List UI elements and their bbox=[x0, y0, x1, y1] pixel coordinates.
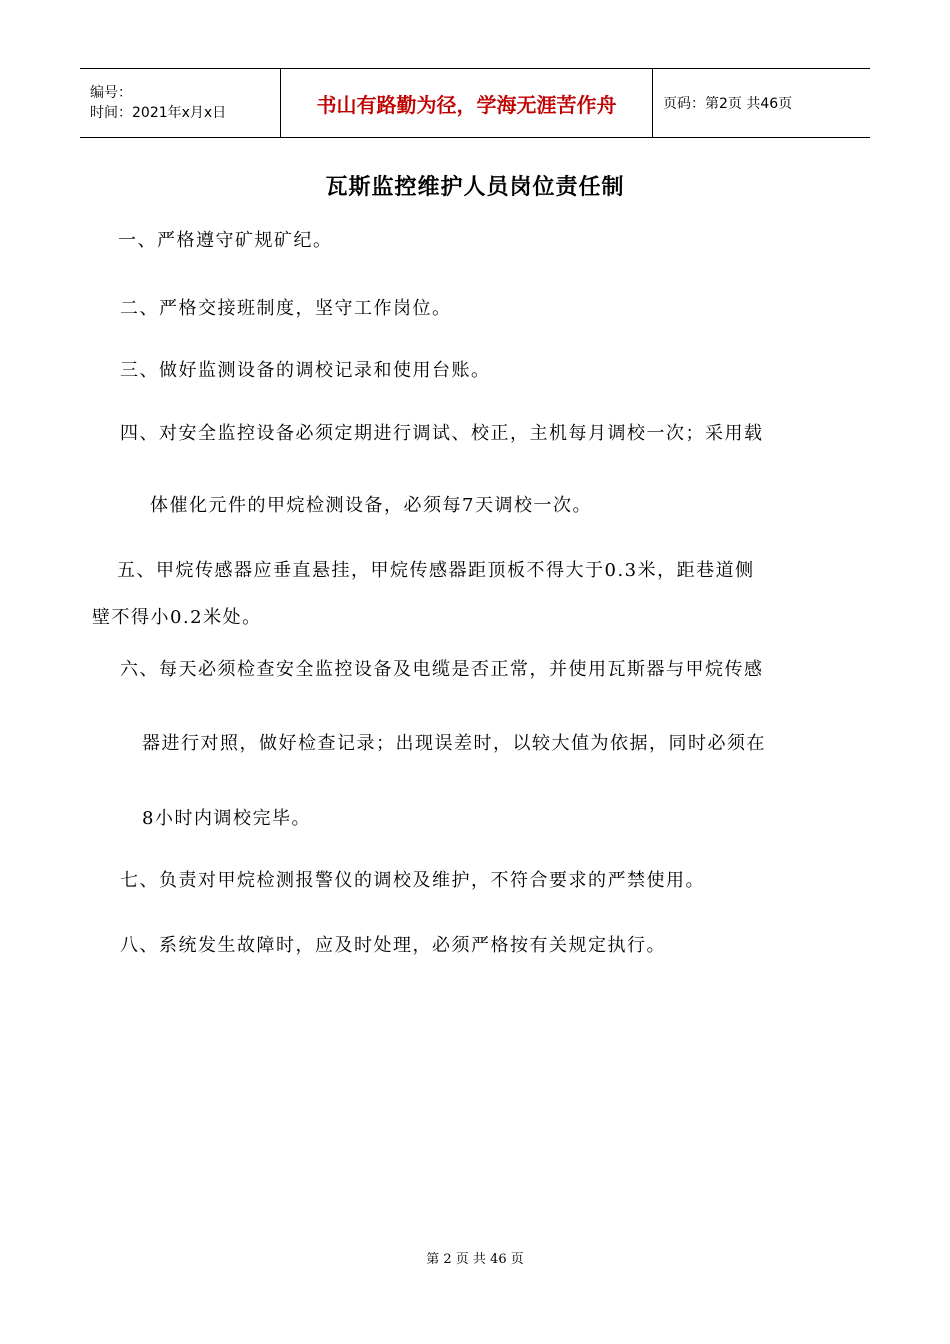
paragraph-line: 8小时内调校完毕。 bbox=[142, 808, 311, 829]
number-label: 编号： bbox=[90, 85, 132, 101]
header-motto: 书山有路勤为径，学海无涯苦作舟 bbox=[281, 69, 653, 137]
page-footer: 第 2 页 共 46 页 bbox=[426, 1252, 524, 1267]
document-title: 瓦斯监控维护人员岗位责任制 bbox=[325, 174, 625, 200]
paragraph-line: 八、系统发生故障时，应及时处理，必须严格按有关规定执行。 bbox=[120, 935, 666, 956]
paragraph-line: 一、严格遵守矿规矿纪。 bbox=[118, 230, 333, 251]
paragraph-line: 器进行对照，做好检查记录；出现误差时，以较大值为依据，同时必须在 bbox=[142, 733, 766, 754]
paragraph-line: 六、每天必须检查安全监控设备及电缆是否正常，并使用瓦斯器与甲烷传感 bbox=[120, 659, 764, 680]
paragraph-line: 四、对安全监控设备必须定期进行调试、校正，主机每月调校一次；采用载 bbox=[120, 423, 764, 444]
page-header bbox=[80, 68, 870, 138]
header-page-label: 页码：第2页 共46页 bbox=[663, 96, 793, 112]
paragraph-line: 三、做好监测设备的调校记录和使用台账。 bbox=[120, 360, 491, 381]
paragraph-line: 体催化元件的甲烷检测设备，必须每7天调校一次。 bbox=[150, 495, 592, 516]
paragraph-line: 二、严格交接班制度，坚守工作岗位。 bbox=[120, 298, 452, 319]
header-info bbox=[80, 69, 281, 137]
paragraph-line: 七、负责对甲烷检测报警仪的调校及维护，不符合要求的严禁使用。 bbox=[120, 870, 705, 891]
paragraph-line: 壁不得小0.2米处。 bbox=[92, 607, 262, 628]
paragraph-line: 五、甲烷传感器应垂直悬挂，甲烷传感器距顶板不得大于0.3米，距巷道侧 bbox=[117, 560, 755, 581]
date-label: 时间：2021年x月x日 bbox=[90, 105, 227, 121]
